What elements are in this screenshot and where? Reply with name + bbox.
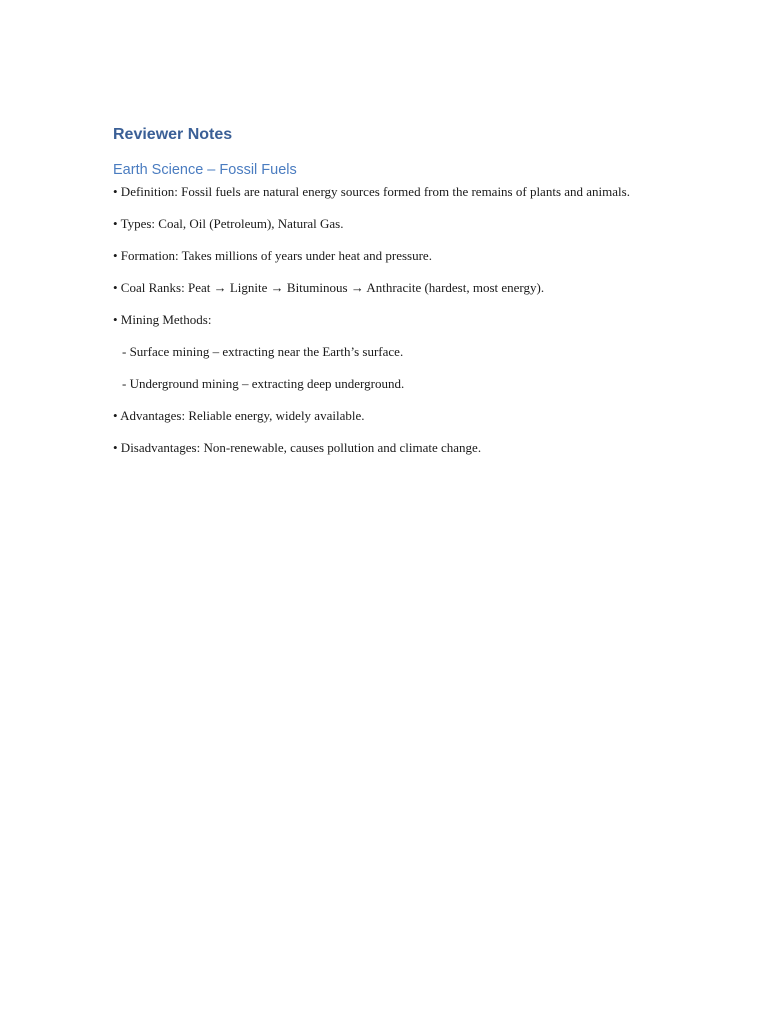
- notes-list: [113, 182, 658, 458]
- note-mining-methods: • Mining Methods:: [113, 312, 212, 327]
- note-advantages: • Advantages: Reliable energy, widely available.: [113, 408, 365, 423]
- note-types: • Types: Coal, Oil (Petroleum), Natural Gas.: [113, 216, 344, 231]
- note-formation: • Formation: Takes millions of years under heat and pressure.: [113, 248, 432, 263]
- document-title: Reviewer Notes: [113, 126, 233, 143]
- note-disadvantages: • Disadvantages: Non-renewable, causes pollution and climate change.: [113, 440, 482, 455]
- note-definition: • Definition: Fossil fuels are natural energy sources formed from the remains of plants and animals.: [113, 184, 630, 199]
- note-coal-ranks: • Coal Ranks: Peat → Lignite → Bituminous → Anthracite (hardest, most energy).: [113, 280, 545, 295]
- note-underground-mining: - Underground mining – extracting deep underground.: [122, 376, 405, 391]
- document-body: [113, 124, 658, 470]
- note-surface-mining: - Surface mining – extracting near the Earth’s surface.: [122, 344, 404, 359]
- section-heading: Earth Science – Fossil Fuels: [113, 162, 297, 178]
